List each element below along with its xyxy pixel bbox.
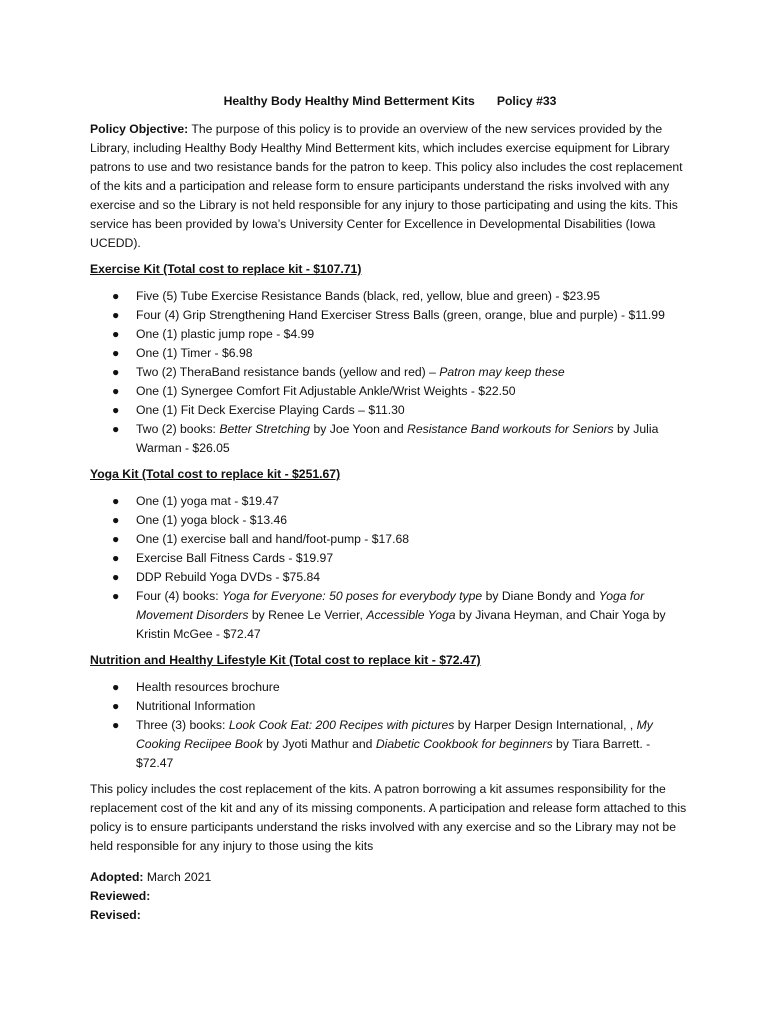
bullet-icon: ●	[112, 699, 120, 713]
bullet-icon: ●	[112, 718, 120, 732]
closing-paragraph: This policy includes the cost replacement of the kits. A patron borrowing a kit assumes responsibility for the replacement cost of the kit and any of its missing components. A participation and release form attached to this policy is to ensure participants understand the risks involved with any exercise and so the Library may not be held responsible for any injury to those using the kits	[90, 782, 687, 853]
page-title	[90, 92, 690, 111]
reviewed-line: Reviewed:	[90, 889, 151, 903]
list-item: ● Exercise Ball Fitness Cards - $19.97	[90, 549, 690, 568]
bullet-icon: ●	[112, 532, 120, 546]
list-item: ● Four (4) Grip Strengthening Hand Exerciser Stress Balls (green, orange, blue and purple) - $11.99	[90, 306, 690, 325]
bullet-icon: ●	[112, 403, 120, 417]
list-item: ● One (1) Fit Deck Exercise Playing Cards – $11.30	[90, 401, 690, 420]
list-item: ● Five (5) Tube Exercise Resistance Bands (black, red, yellow, blue and green) - $23.95	[90, 287, 690, 306]
list-item: ● Nutritional Information	[90, 697, 690, 716]
exercise-kit-list	[90, 287, 690, 458]
list-item: ● Two (2) books: Better Stretching by Joe Yoon and Resistance Band workouts for Seniors by Julia Warman - $26.05	[112, 422, 659, 455]
list-item: ● One (1) Timer - $6.98	[90, 344, 690, 363]
list-item: ● Four (4) books: Yoga for Everyone: 50 poses for everybody type by Diane Bondy and Yoga for Movement Disorders by Renee Le Verrier, Accessible Yoga by Jivana Heyman, and Chair Yoga by Kristin McGee - $72.47	[112, 589, 666, 641]
objective-text: The purpose of this policy is to provide an overview of the new services provided by the Library, including Healthy Body Healthy Mind Betterment kits, which includes exercise equipment for Library patrons to use and two resistance bands for the patron to keep. This policy also includes the cost replacement of the kits and a participation and release form to ensure participants understand the risks involved with any exercise and so the Library is not held responsible for any injury to those participating and using the kits. This service has been provided by Iowa’s University Center for Excellence in Developmental Disabilities (Iowa UCEDD).	[90, 122, 683, 250]
list-item: ● DDP Rebuild Yoga DVDs - $75.84	[90, 568, 690, 587]
bullet-icon: ●	[112, 346, 120, 360]
list-item: ● One (1) exercise ball and hand/foot-pump - $17.68	[90, 530, 690, 549]
nutrition-kit-list	[90, 678, 690, 773]
bullet-icon: ●	[112, 513, 120, 527]
bullet-icon: ●	[112, 422, 120, 436]
revision-info	[90, 868, 690, 925]
bullet-icon: ●	[112, 327, 120, 341]
bullet-icon: ●	[112, 551, 120, 565]
bullet-icon: ●	[112, 365, 120, 379]
policy-number: Policy #33	[496, 94, 557, 108]
adopted-line: Adopted: March 2021	[90, 870, 212, 884]
list-item: ● One (1) yoga block - $13.46	[90, 511, 690, 530]
bullet-icon: ●	[112, 384, 120, 398]
bullet-icon: ●	[112, 570, 120, 584]
kit-name: Healthy Body Healthy Mind Betterment Kits	[223, 94, 475, 108]
list-item: ● Two (2) TheraBand resistance bands (yellow and red) – Patron may keep these	[90, 363, 690, 382]
bullet-icon: ●	[112, 308, 120, 322]
yoga-kit-list	[90, 492, 690, 644]
list-item: ● One (1) Synergee Comfort Fit Adjustable Ankle/Wrist Weights - $22.50	[90, 382, 690, 401]
objective-label: Policy Objective:	[90, 122, 189, 136]
list-item: ● Health resources brochure	[90, 678, 690, 697]
bullet-icon: ●	[112, 494, 120, 508]
policy-objective	[90, 120, 690, 253]
bullet-icon: ●	[112, 680, 120, 694]
yoga-kit-heading: Yoga Kit (Total cost to replace kit - $251.67)	[90, 467, 341, 481]
list-item: ● One (1) yoga mat - $19.47	[90, 492, 690, 511]
list-item: ● One (1) plastic jump rope - $4.99	[90, 325, 690, 344]
policy-document	[90, 92, 690, 925]
bullet-icon: ●	[112, 589, 120, 603]
nutrition-kit-heading: Nutrition and Healthy Lifestyle Kit (Total cost to replace kit - $72.47)	[90, 653, 481, 667]
bullet-icon: ●	[112, 289, 120, 303]
list-item: ● Three (3) books: Look Cook Eat: 200 Recipes with pictures by Harper Design International, , My Cooking Reciipee Book by Jyoti Mathur and Diabetic Cookbook for beginners by Tiara Barrett. - $72.47	[112, 718, 653, 770]
revised-line: Revised:	[90, 908, 141, 922]
exercise-kit-heading: Exercise Kit (Total cost to replace kit - $107.71)	[90, 262, 362, 276]
